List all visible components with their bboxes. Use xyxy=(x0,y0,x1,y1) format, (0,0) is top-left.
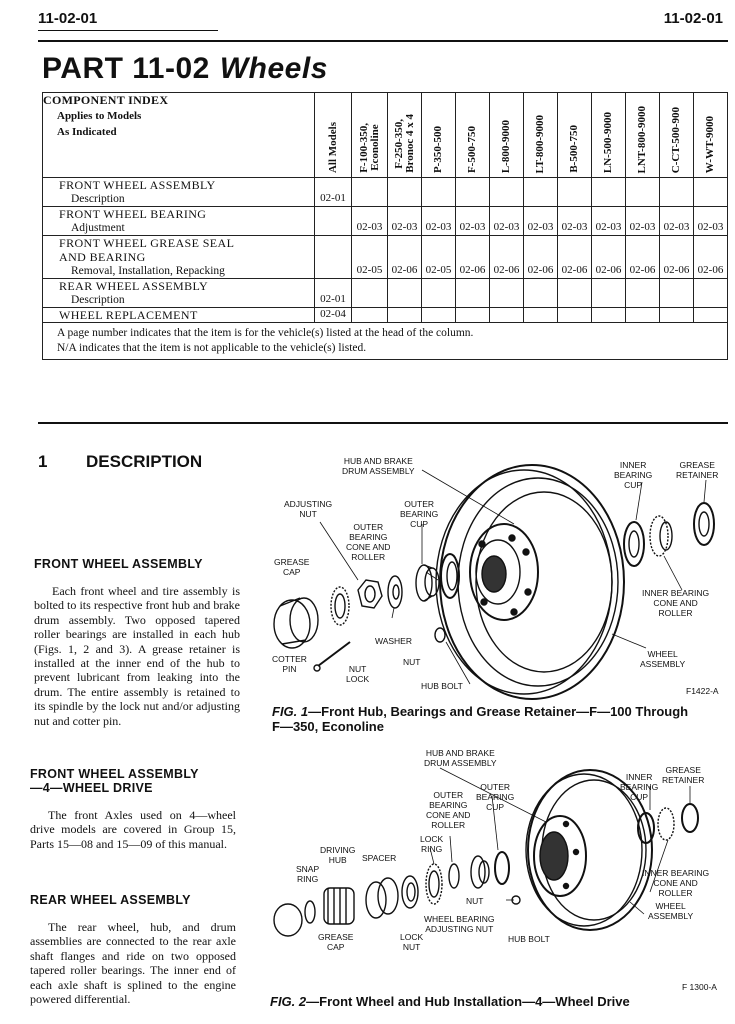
fig1-caption-number: FIG. 1 xyxy=(272,704,309,719)
table-row xyxy=(43,207,728,222)
col-header: P-350-500 xyxy=(422,93,456,178)
table-row xyxy=(43,178,728,193)
row-value xyxy=(694,178,728,207)
table-row xyxy=(43,279,728,294)
row-title: WHEEL REPLACEMENT xyxy=(43,308,315,323)
row-value: 02-03 xyxy=(592,207,626,236)
fig1-caption xyxy=(272,704,728,734)
row-value: 02-06 xyxy=(388,236,422,279)
fig2-label-wheel: WHEEL ASSEMBLY xyxy=(648,901,694,921)
row-subtitle: Removal, Installation, Repacking xyxy=(43,264,315,279)
paragraph-front-wheel: Each front wheel and tire assembly is bolted to its respective front hub and brake drum assembly. Two opposed tapered roller bearings are installed in each hub (Figs. 1, 2 and 3). A grease retainer is installed at the inner end of the hub to prevent lubricant from leaking into the drum. The entire assembly is retained to its spindle by the lock nut and/or adjusting nut and cotter pin. xyxy=(34,584,240,728)
row-value: 02-01 xyxy=(315,279,352,308)
fig2-label-hub: HUB AND BRAKE DRUM ASSEMBLY xyxy=(424,748,497,768)
table-row xyxy=(43,236,728,251)
fig2-id: F 1300-A xyxy=(682,982,717,992)
fig1-label-grease-retainer: GREASE RETAINER xyxy=(676,460,719,480)
fig2-label-lock-ring: LOCK RING xyxy=(420,834,444,854)
row-value: 02-03 xyxy=(388,207,422,236)
fig2-label-snap-ring: SNAP RING xyxy=(296,864,320,884)
col-header: F-500-750 xyxy=(456,93,490,178)
page-number-left: 11-02-01 xyxy=(38,10,98,27)
fig2-caption xyxy=(270,994,630,1009)
row-value xyxy=(558,308,592,323)
fig2-label-nut: NUT xyxy=(466,896,484,906)
row-value xyxy=(694,279,728,308)
row-value xyxy=(352,308,388,323)
fig1-label-wheel: WHEEL ASSEMBLY xyxy=(640,649,686,669)
row-value: 02-06 xyxy=(626,236,660,279)
row-value xyxy=(456,279,490,308)
fig1-id: F1422-A xyxy=(686,686,719,696)
col-header: F-100-350, Econoline xyxy=(352,93,388,178)
header-rule-left xyxy=(38,30,218,31)
fig1-label-adjusting-nut: ADJUSTING NUT xyxy=(284,499,333,519)
row-subtitle: Description xyxy=(43,192,315,207)
row-value xyxy=(694,308,728,323)
component-index-sub1: Applies to Models xyxy=(57,110,142,122)
row-value xyxy=(422,308,456,323)
row-value xyxy=(660,178,694,207)
row-value xyxy=(660,279,694,308)
fig2-label-hub-bolt: HUB BOLT xyxy=(508,934,550,944)
component-index-table xyxy=(42,92,728,360)
row-value xyxy=(388,178,422,207)
col-header: L-800-9000 xyxy=(490,93,524,178)
row-value xyxy=(626,308,660,323)
row-value xyxy=(524,308,558,323)
row-value xyxy=(592,279,626,308)
fig2-label-outer-cone: OUTER BEARING CONE AND ROLLER xyxy=(426,790,471,830)
row-value xyxy=(524,279,558,308)
fig1-label-hub-bolt: HUB BOLT xyxy=(421,681,463,691)
row-value xyxy=(388,308,422,323)
row-value: 02-03 xyxy=(694,207,728,236)
fig1-label-nut: NUT xyxy=(403,657,421,667)
row-value xyxy=(456,308,490,323)
fig1-label-hub: HUB AND BRAKE DRUM ASSEMBLY xyxy=(342,456,415,476)
row-value: 02-05 xyxy=(422,236,456,279)
fig1-caption-text: —Front Hub, Bearings and Grease Retainer—F—100 Through xyxy=(308,704,689,719)
part-number: PART 11-02 xyxy=(42,52,210,85)
row-value xyxy=(422,178,456,207)
row-value: 02-03 xyxy=(626,207,660,236)
row-value: 02-03 xyxy=(352,207,388,236)
row-value: 02-03 xyxy=(524,207,558,236)
row-value xyxy=(490,178,524,207)
col-header: LN-500-9000 xyxy=(592,93,626,178)
fig2-label-lock-nut: LOCK NUT xyxy=(400,932,424,952)
fig2-label-spacer: SPACER xyxy=(362,853,397,863)
paragraph-4wd: The front Axles used on 4—wheel drive models are covered in Group 15, Parts 15—08 and 15—09 of this manual. xyxy=(30,808,236,851)
row-value: 02-03 xyxy=(456,207,490,236)
page-title xyxy=(42,52,328,86)
row-subtitle: Adjustment xyxy=(43,221,315,236)
row-value: 02-06 xyxy=(456,236,490,279)
fig1-label-cotter-pin: COTTER PIN xyxy=(272,654,307,674)
row-value: 02-06 xyxy=(490,236,524,279)
heading-front-wheel-assembly: FRONT WHEEL ASSEMBLY xyxy=(34,557,203,571)
row-title: FRONT WHEEL BEARING xyxy=(43,207,315,222)
col-header: C-CT-500-900 xyxy=(660,93,694,178)
row-value: 02-06 xyxy=(694,236,728,279)
fig1-label-washer: WASHER xyxy=(375,636,412,646)
row-value xyxy=(592,308,626,323)
row-value xyxy=(626,178,660,207)
table-notes xyxy=(43,323,728,360)
table-header-row xyxy=(43,93,728,178)
heading-4wd-2: —4—WHEEL DRIVE xyxy=(30,781,153,795)
row-title: FRONT WHEEL ASSEMBLY xyxy=(43,178,315,193)
row-subtitle: Description xyxy=(43,293,315,308)
page-number-right: 11-02-01 xyxy=(663,10,723,27)
fig2-label-inner-cone: INNER BEARING CONE AND ROLLER xyxy=(642,868,710,898)
component-index-heading xyxy=(43,93,315,178)
component-index-title: COMPONENT INDEX xyxy=(43,93,169,107)
row-value xyxy=(626,279,660,308)
row-value: 02-03 xyxy=(490,207,524,236)
table-row xyxy=(43,308,728,323)
row-value: 02-01 xyxy=(315,178,352,207)
fig2-label-driving-hub: DRIVING HUB xyxy=(320,845,356,865)
row-value: 02-05 xyxy=(352,236,388,279)
row-value: 02-06 xyxy=(524,236,558,279)
col-header: W-WT-9000 xyxy=(694,93,728,178)
row-value xyxy=(422,279,456,308)
fig2-caption-number: FIG. 2 xyxy=(270,994,307,1009)
section-number: 1 xyxy=(38,452,48,471)
fig2-caption-text: —Front Wheel and Hub Installation—4—Wheel Drive xyxy=(306,994,630,1009)
col-header: F-250-350, Bronoc 4 x 4 xyxy=(388,93,422,178)
row-title: FRONT WHEEL GREASE SEAL xyxy=(43,236,315,251)
row-value xyxy=(490,308,524,323)
fig1-label-nut-lock: NUT LOCK xyxy=(346,664,370,684)
row-value xyxy=(660,308,694,323)
note-page-number: A page number indicates that the item is for the vehicle(s) listed at the head of the column. xyxy=(57,327,474,339)
row-value: 02-04 xyxy=(315,308,352,323)
fig2-label-inner-cup: INNER BEARING CUP xyxy=(620,772,659,802)
col-header: B-500-750 xyxy=(558,93,592,178)
row-value xyxy=(352,178,388,207)
row-value xyxy=(315,236,352,279)
heading-rear-wheel-assembly: REAR WHEEL ASSEMBLY xyxy=(30,893,191,907)
col-header: All Models xyxy=(315,93,352,178)
fig1-label-outer-cup: OUTER BEARING CUP xyxy=(400,499,439,529)
section-rule xyxy=(38,422,728,424)
row-title-cont: AND BEARING xyxy=(43,250,315,264)
col-header: LT-800-9000 xyxy=(524,93,558,178)
fig1-caption-text2: F—350, Econoline xyxy=(272,719,384,734)
fig2-label-adjusting-nut: WHEEL BEARING ADJUSTING NUT xyxy=(424,914,495,934)
fig2-label-outer-cup: OUTER BEARING CUP xyxy=(476,782,515,812)
row-value: 02-03 xyxy=(422,207,456,236)
header-rule xyxy=(38,40,728,42)
row-value xyxy=(490,279,524,308)
fig2-label-grease-cap: GREASE CAP xyxy=(318,932,354,952)
row-value xyxy=(592,178,626,207)
row-value xyxy=(388,279,422,308)
row-value xyxy=(558,279,592,308)
row-value xyxy=(315,207,352,236)
fig1-label-inner-cone: INNER BEARING CONE AND ROLLER xyxy=(642,588,710,618)
row-value xyxy=(456,178,490,207)
component-index-sub2: As Indicated xyxy=(57,126,117,138)
note-na: N/A indicates that the item is not applicable to the vehicle(s) listed. xyxy=(57,342,367,354)
row-value: 02-06 xyxy=(558,236,592,279)
row-value xyxy=(524,178,558,207)
row-value: 02-03 xyxy=(660,207,694,236)
row-value xyxy=(352,279,388,308)
paragraph-rear-wheel: The rear wheel, hub, and drum assemblies are connected to the rear axle shaft flanges and ride on two opposed tapered roller bearings. The inner end of each axle shaft is splined to the engine powered differential. xyxy=(30,920,236,1007)
col-header: LNT-800-9000 xyxy=(626,93,660,178)
fig1-label-grease-cap: GREASE CAP xyxy=(274,557,310,577)
fig2-label-grease-retainer: GREASE RETAINER xyxy=(662,765,705,785)
row-value xyxy=(558,178,592,207)
row-title: REAR WHEEL ASSEMBLY xyxy=(43,279,315,294)
part-name: Wheels xyxy=(219,52,328,85)
row-value: 02-06 xyxy=(592,236,626,279)
section-title: DESCRIPTION xyxy=(86,452,203,471)
heading-4wd-1: FRONT WHEEL ASSEMBLY xyxy=(30,767,199,781)
row-value: 02-06 xyxy=(660,236,694,279)
row-value: 02-03 xyxy=(558,207,592,236)
fig1-label-inner-cup: INNER BEARING CUP xyxy=(614,460,653,490)
fig1-label-outer-cone: OUTER BEARING CONE AND ROLLER xyxy=(346,522,391,562)
